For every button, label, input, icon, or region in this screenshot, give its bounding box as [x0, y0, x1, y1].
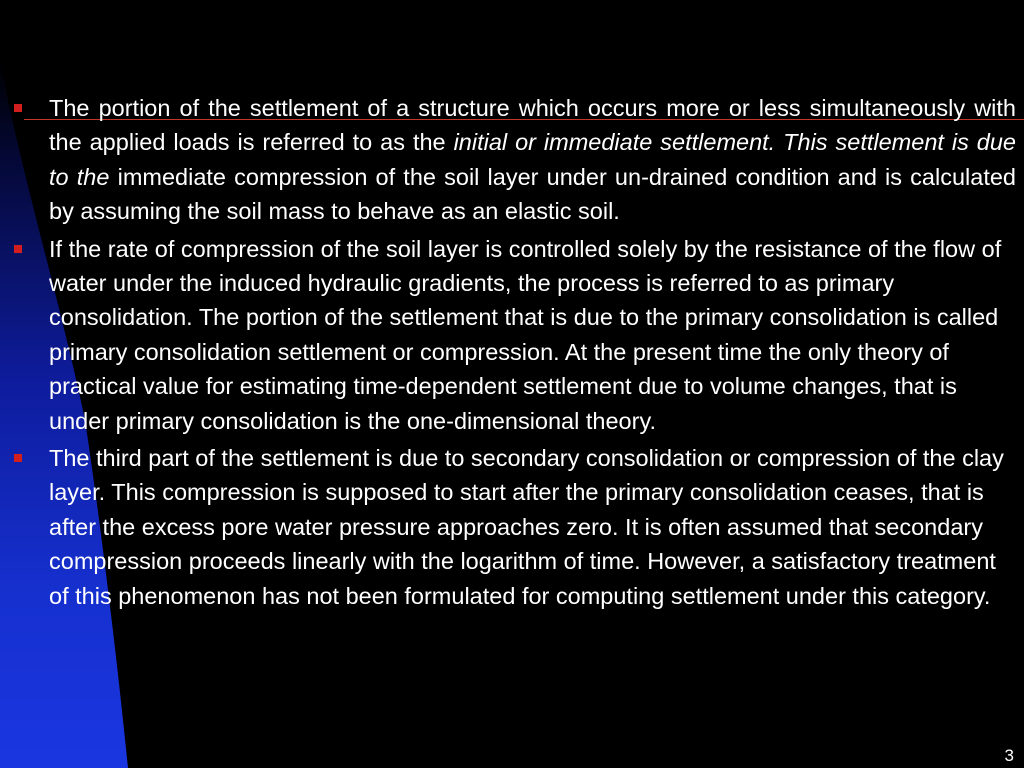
bullet-text-italic: initial or immediate settlement. This settlement is due to the — [49, 129, 1016, 190]
list-item — [12, 232, 1016, 438]
bullet-list — [12, 91, 1016, 616]
bullet-text: If the rate of compression of the soil layer is controlled solely by the resistance of the flow of water under the induced hydraulic gradients, the process is referred to as primary consolidation. The portion of the settlement that is due to the primary consolidation is called primary consolidation settlement or compression. At the present time the only theory of practical value for estimating time-dependent settlement due to volume changes, that is under primary consolidation is the one-dimensional theory. — [49, 235, 1002, 434]
bullet-text: The third part of the settlement is due to secondary consolidation or compression of the clay layer. This compression is supposed to start after the primary consolidation ceases, that is after the excess pore water pressure approaches zero. It is often assumed that secondary compression proceeds linearly with the logarithm of time. However, a satisfactory treatment of this phenomenon has not been formulated for computing settlement under this category. — [49, 445, 1004, 609]
square-bullet-icon — [14, 454, 22, 462]
bullet-text — [49, 91, 1016, 229]
list-item — [12, 441, 1016, 613]
square-bullet-icon — [14, 245, 22, 253]
bullet-text-part: The portion of the settlement of a structure which occurs more or less simultaneously with the applied loads is referred to as the — [49, 95, 1016, 156]
bullet-text-part: immediate compression of the soil layer under un-drained condition and is calculated by assuming the soil mass to behave as an elastic soil. — [49, 163, 1017, 225]
page-number: 3 — [1004, 746, 1014, 765]
square-bullet-icon — [14, 104, 22, 112]
list-item — [12, 91, 1016, 229]
